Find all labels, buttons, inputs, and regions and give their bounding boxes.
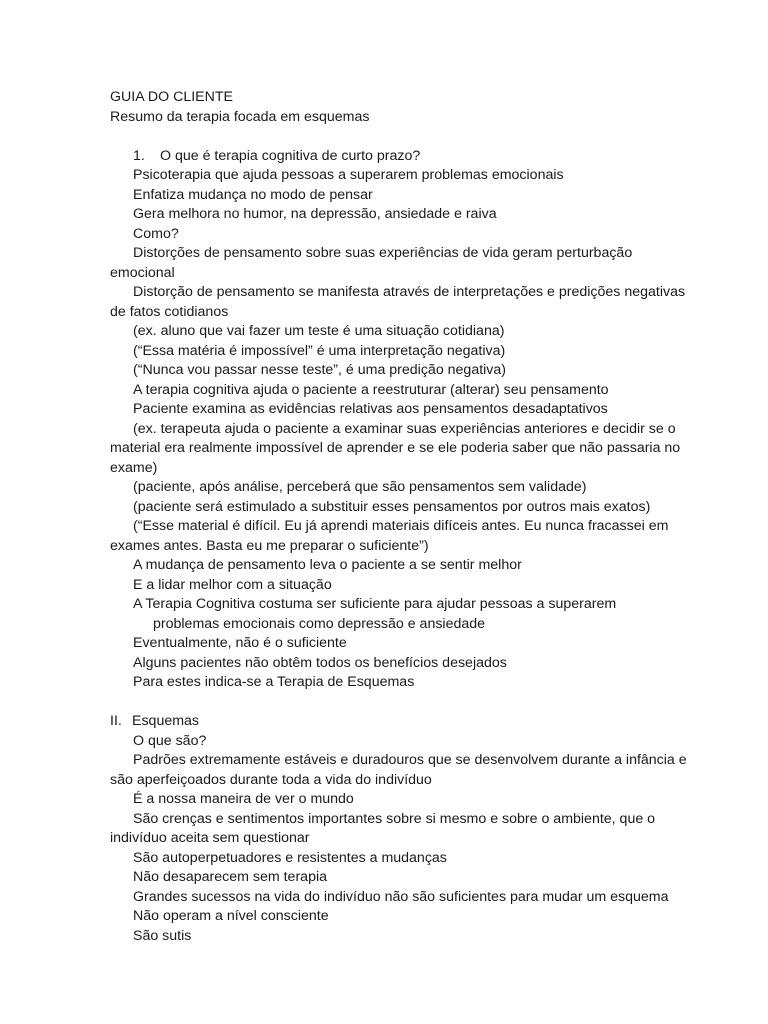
list-item: (“Essa matéria é impossível” é uma interpretação negativa) <box>133 342 506 359</box>
list-item: Enfatiza mudança no modo de pensar <box>133 186 373 203</box>
section-2-heading <box>110 712 690 732</box>
document-subtitle: Resumo da terapia focada em esquemas <box>110 108 370 125</box>
list-item: A terapia cognitiva ajuda o paciente a reestruturar (alterar) seu pensamento <box>133 381 609 398</box>
list-item: Padrões extremamente estáveis e duradouros que se desenvolvem durante a infância e são aperfeiçoados durante toda a vida do indivíduo <box>110 752 687 788</box>
list-item: Distorção de pensamento se manifesta através de interpretações e predições negativas de fatos cotidianos <box>110 284 686 320</box>
list-item: (paciente, após análise, perceberá que são pensamentos sem validade) <box>133 479 587 495</box>
document-page <box>110 88 690 946</box>
list-item: (ex. terapeuta ajuda o paciente a examinar suas experiências anteriores e decidir se o material era realmente impossível de aprender e se ele poderia saber que não passaria no exame) <box>110 420 681 476</box>
list-item: Paciente examina as evidências relativas aos pensamentos desadaptativos <box>133 401 608 417</box>
list-item: Gera melhora no humor, na depressão, ansiedade e raiva <box>133 206 497 222</box>
section-1-number: 1. <box>133 147 145 164</box>
list-item: Distorções de pensamento sobre suas experiências de vida geram perturbação emocional <box>110 245 633 281</box>
list-item: E a lidar melhor com a situação <box>133 576 332 593</box>
list-item: Para estes indica-se a Terapia de Esquemas <box>133 674 415 690</box>
spacer <box>110 693 690 713</box>
list-item: Não operam a nível consciente <box>133 908 329 924</box>
list-item: (paciente será estimulado a substituir esses pensamentos por outros mais exatos) <box>133 498 651 515</box>
list-item: São crenças e sentimentos importantes sobre si mesmo e sobre o ambiente, que o indivíduo aceita sem questionar <box>110 810 656 846</box>
section-2-heading-text: Esquemas <box>132 713 200 729</box>
list-item: (“Esse material é difícil. Eu já aprendi materiais difíceis antes. Eu nunca fracassei em exames antes. Basta eu me preparar o suficiente”) <box>110 518 669 554</box>
list-item: A Terapia Cognitiva costuma ser suficiente para ajudar pessoas a superarem <box>133 596 617 612</box>
list-item: problemas emocionais como depressão e ansiedade <box>153 615 486 632</box>
section-1-heading <box>110 147 690 167</box>
document-title: GUIA DO CLIENTE <box>110 89 233 105</box>
list-item: Psicoterapia que ajuda pessoas a superarem problemas emocionais <box>133 167 564 183</box>
list-item: Alguns pacientes não obtêm todos os benefícios desejados <box>133 654 507 671</box>
list-item: Grandes sucessos na vida do indivíduo não são suficientes para mudar um esquema <box>133 888 669 905</box>
list-item: Como? <box>133 225 179 242</box>
list-item: São sutis <box>133 927 192 944</box>
list-item: São autoperpetuadores e resistentes a mudanças <box>133 849 447 866</box>
spacer <box>110 127 690 147</box>
list-item: É a nossa maneira de ver o mundo <box>133 791 354 807</box>
list-item: (“Nunca vou passar nesse teste”, é uma predição negativa) <box>133 362 507 378</box>
list-item: (ex. aluno que vai fazer um teste é uma situação cotidiana) <box>133 323 505 339</box>
list-item: Não desaparecem sem terapia <box>133 869 327 885</box>
section-2-number: II. <box>110 713 122 729</box>
section-1-heading-text: O que é terapia cognitiva de curto prazo? <box>160 147 421 164</box>
list-item: O que são? <box>133 732 207 749</box>
list-item: A mudança de pensamento leva o paciente a se sentir melhor <box>133 557 522 573</box>
list-item: Eventualmente, não é o suficiente <box>133 635 347 651</box>
